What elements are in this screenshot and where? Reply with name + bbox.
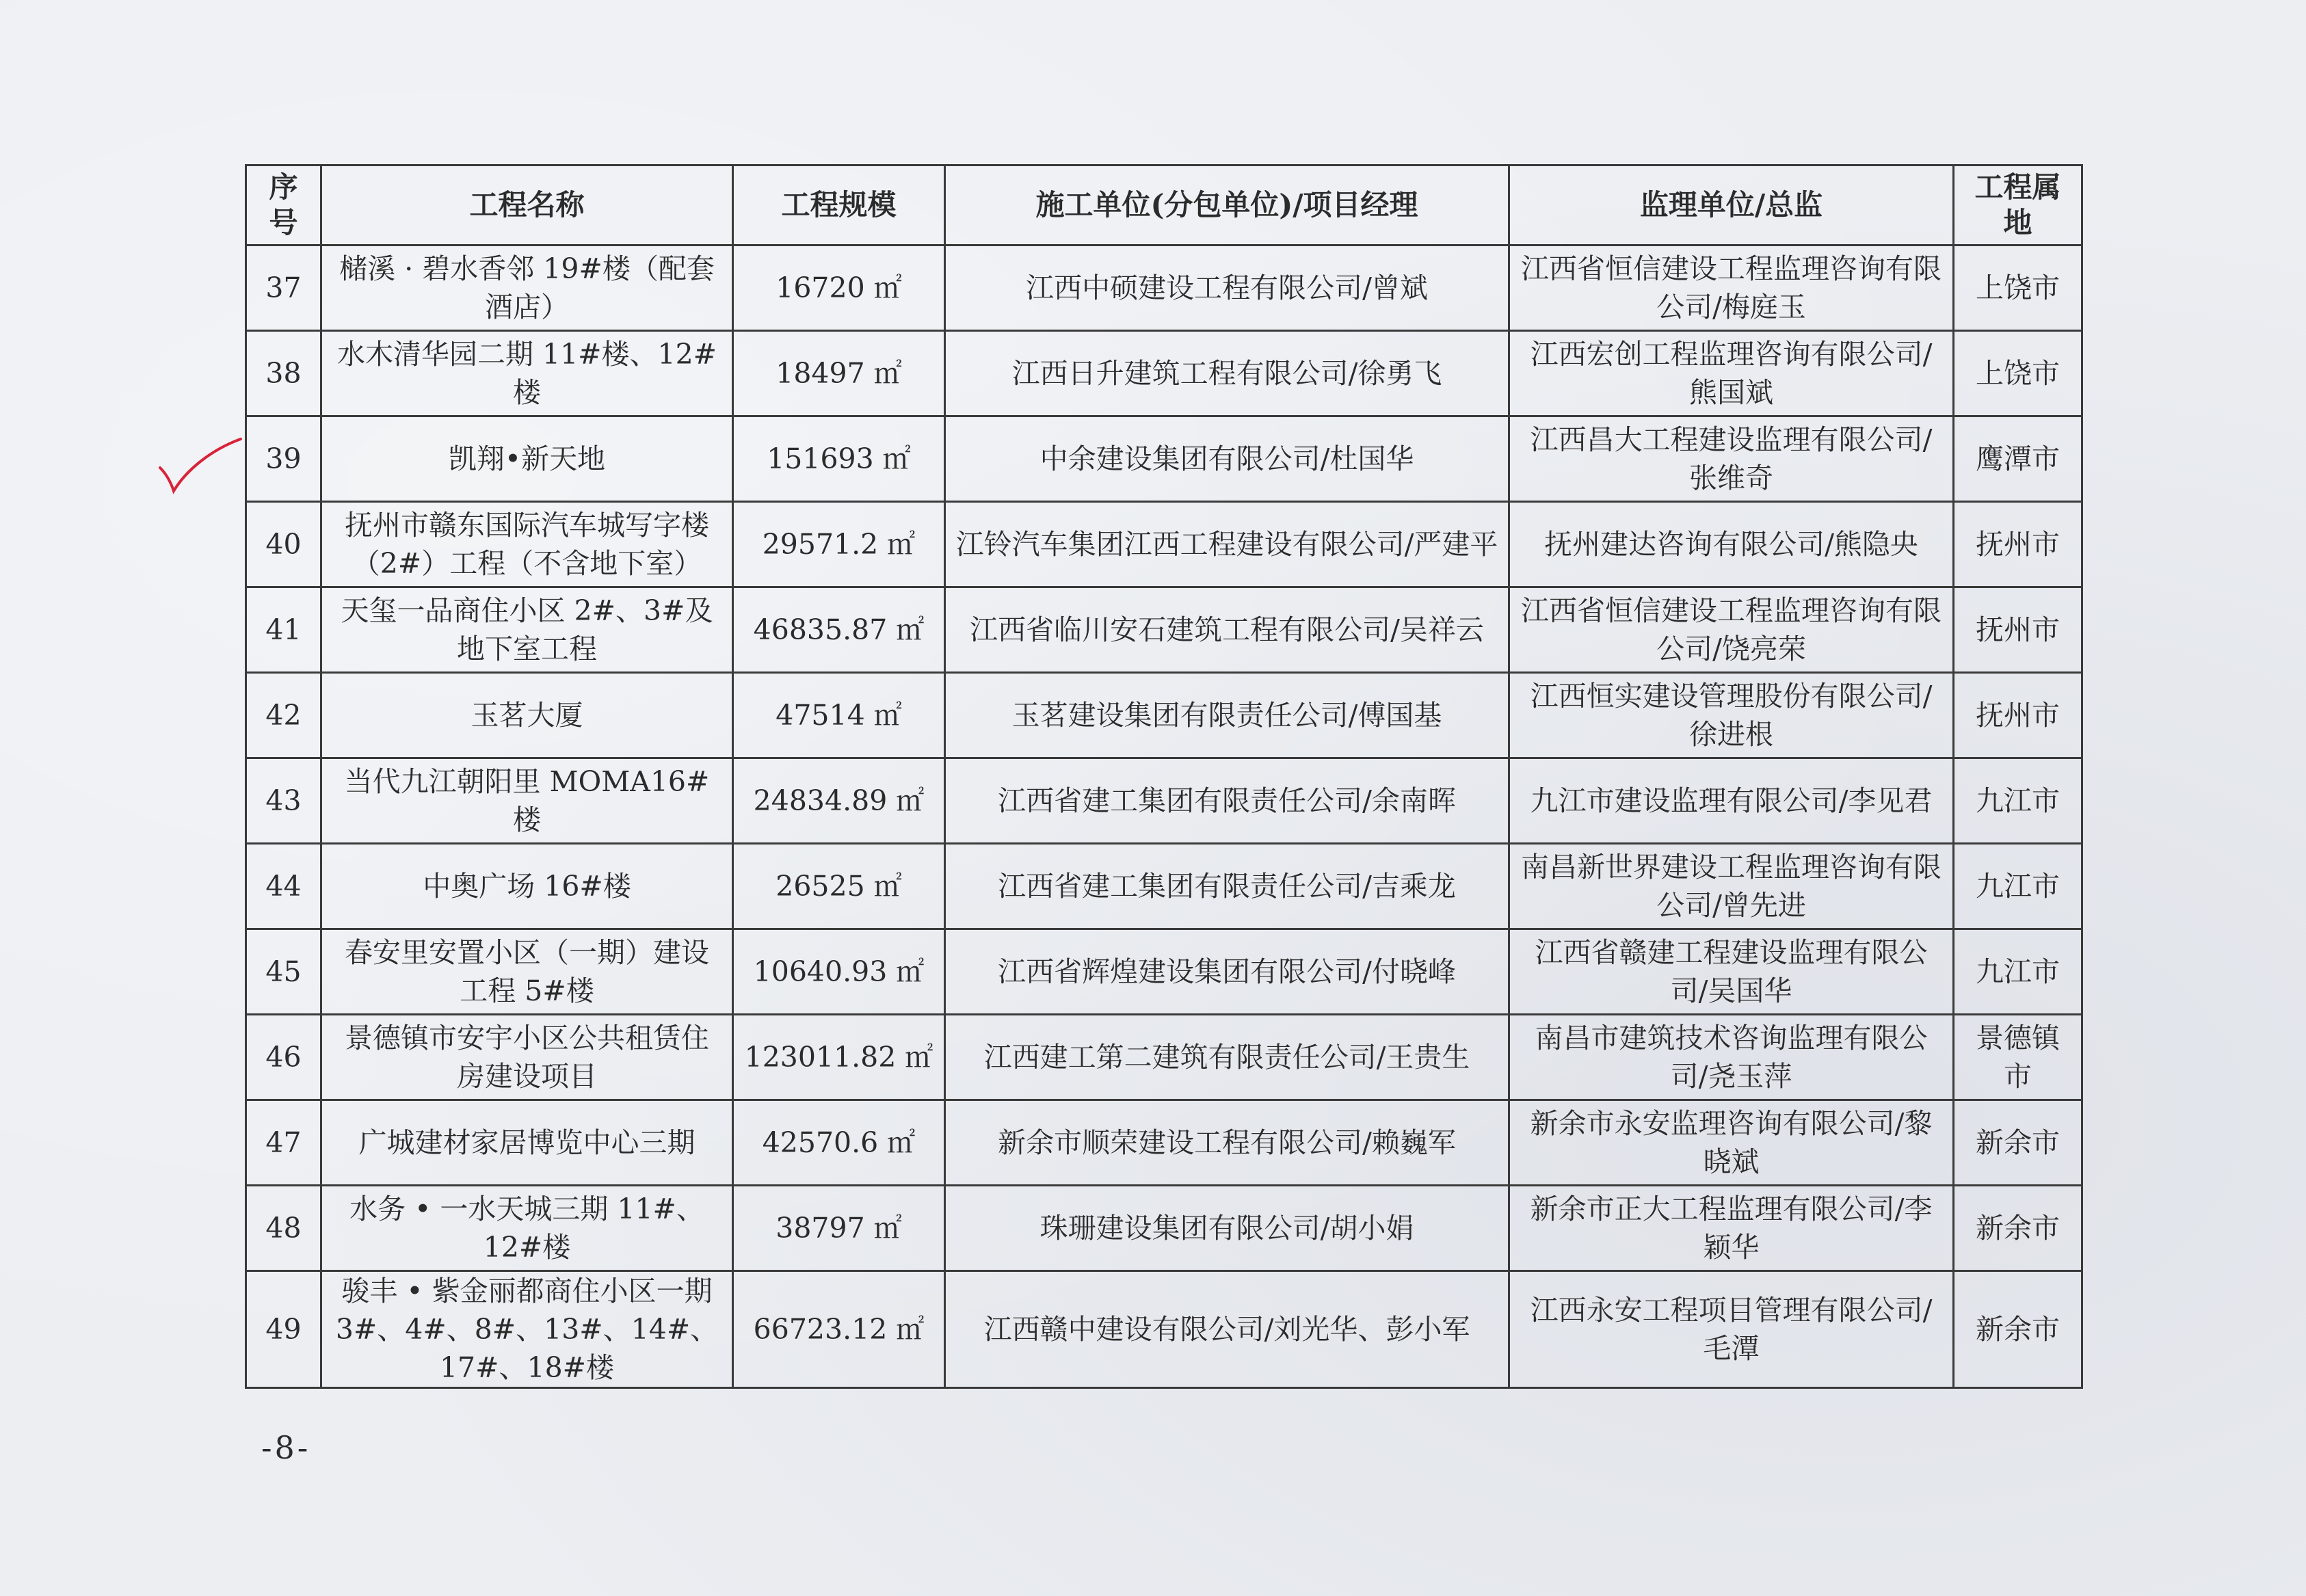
table-row — [246, 844, 2082, 929]
cell-builder: 中余建设集团有限公司/杜国华 — [945, 416, 1509, 502]
table-row — [246, 245, 2082, 331]
cell-project-name: 当代九江朝阳里 MOMA16#楼 — [321, 758, 733, 844]
table-row — [246, 1271, 2082, 1388]
cell-scale: 10640.93 ㎡ — [733, 929, 945, 1015]
cell-supervisor: 江西宏创工程监理咨询有限公司/熊国斌 — [1509, 331, 1954, 416]
cell-builder: 江西中硕建设工程有限公司/曾斌 — [945, 245, 1509, 331]
cell-project-name: 水木清华园二期 11#楼、12#楼 — [321, 331, 733, 416]
table-row — [246, 502, 2082, 587]
cell-builder: 江西日升建筑工程有限公司/徐勇飞 — [945, 331, 1509, 416]
cell-supervisor: 南昌新世界建设工程监理咨询有限公司/曾先进 — [1509, 844, 1954, 929]
cell-location: 九江市 — [1954, 929, 2082, 1015]
table-row — [246, 587, 2082, 673]
cell-seq: 48 — [246, 1186, 321, 1271]
cell-supervisor: 新余市正大工程监理有限公司/李颖华 — [1509, 1186, 1954, 1271]
cell-seq: 44 — [246, 844, 321, 929]
cell-supervisor: 江西恒实建设管理股份有限公司/徐进根 — [1509, 673, 1954, 758]
cell-location: 景德镇市 — [1954, 1015, 2082, 1100]
header-location: 工程属地 — [1954, 165, 2082, 245]
cell-location: 新余市 — [1954, 1100, 2082, 1186]
cell-supervisor: 抚州建达咨询有限公司/熊隐央 — [1509, 502, 1954, 587]
cell-scale: 42570.6 ㎡ — [733, 1100, 945, 1186]
page-number: -8- — [261, 1429, 311, 1466]
cell-project-name: 骏丰 • 紫金丽都商住小区一期 3#、4#、8#、13#、14#、17#、18#楼 — [321, 1271, 733, 1388]
cell-seq: 39 — [246, 416, 321, 502]
cell-seq: 49 — [246, 1271, 321, 1388]
cell-scale: 47514 ㎡ — [733, 673, 945, 758]
cell-builder: 玉茗建设集团有限责任公司/傅国基 — [945, 673, 1509, 758]
cell-location: 上饶市 — [1954, 331, 2082, 416]
table-row — [246, 929, 2082, 1015]
header-scale: 工程规模 — [733, 165, 945, 245]
cell-builder: 江西赣中建设有限公司/刘光华、彭小军 — [945, 1271, 1509, 1388]
cell-scale: 29571.2 ㎡ — [733, 502, 945, 587]
cell-location: 九江市 — [1954, 758, 2082, 844]
cell-location: 新余市 — [1954, 1271, 2082, 1388]
cell-scale: 24834.89 ㎡ — [733, 758, 945, 844]
cell-supervisor: 江西省恒信建设工程监理咨询有限公司/梅庭玉 — [1509, 245, 1954, 331]
cell-builder: 江西省建工集团有限责任公司/余南晖 — [945, 758, 1509, 844]
cell-project-name: 凯翔•新天地 — [321, 416, 733, 502]
cell-location: 新余市 — [1954, 1186, 2082, 1271]
cell-scale: 66723.12 ㎡ — [733, 1271, 945, 1388]
table-row — [246, 673, 2082, 758]
cell-location: 上饶市 — [1954, 245, 2082, 331]
cell-project-name: 抚州市赣东国际汽车城写字楼（2#）工程（不含地下室） — [321, 502, 733, 587]
cell-scale: 16720 ㎡ — [733, 245, 945, 331]
cell-supervisor: 江西永安工程项目管理有限公司/毛潭 — [1509, 1271, 1954, 1388]
cell-builder: 江西省建工集团有限责任公司/吉乘龙 — [945, 844, 1509, 929]
cell-scale: 38797 ㎡ — [733, 1186, 945, 1271]
cell-scale: 123011.82 ㎡ — [733, 1015, 945, 1100]
cell-supervisor: 江西省赣建工程建设监理有限公司/吴国华 — [1509, 929, 1954, 1015]
cell-builder: 新余市顺荣建设工程有限公司/赖巍军 — [945, 1100, 1509, 1186]
cell-supervisor: 九江市建设监理有限公司/李见君 — [1509, 758, 1954, 844]
table-row — [246, 1015, 2082, 1100]
cell-seq: 37 — [246, 245, 321, 331]
cell-seq: 47 — [246, 1100, 321, 1186]
cell-builder: 江西省临川安石建筑工程有限公司/吴祥云 — [945, 587, 1509, 673]
table-row — [246, 758, 2082, 844]
project-table — [245, 164, 2083, 1389]
header-project-name: 工程名称 — [321, 165, 733, 245]
header-builder: 施工单位(分包单位)/项目经理 — [945, 165, 1509, 245]
cell-supervisor: 南昌市建筑技术咨询监理有限公司/尧玉萍 — [1509, 1015, 1954, 1100]
cell-builder: 珠珊建设集团有限公司/胡小娟 — [945, 1186, 1509, 1271]
cell-location: 鹰潭市 — [1954, 416, 2082, 502]
cell-scale: 46835.87 ㎡ — [733, 587, 945, 673]
cell-project-name: 天玺一品商住小区 2#、3#及地下室工程 — [321, 587, 733, 673]
table-row — [246, 416, 2082, 502]
cell-seq: 38 — [246, 331, 321, 416]
table-row — [246, 1186, 2082, 1271]
table-row — [246, 331, 2082, 416]
cell-builder: 江铃汽车集团江西工程建设有限公司/严建平 — [945, 502, 1509, 587]
cell-scale: 18497 ㎡ — [733, 331, 945, 416]
cell-scale: 26525 ㎡ — [733, 844, 945, 929]
cell-supervisor: 江西昌大工程建设监理有限公司/张维奇 — [1509, 416, 1954, 502]
cell-project-name: 景德镇市安宇小区公共租赁住房建设项目 — [321, 1015, 733, 1100]
table-header-row — [246, 165, 2082, 245]
cell-project-name: 中奥广场 16#楼 — [321, 844, 733, 929]
header-seq: 序号 — [246, 165, 321, 245]
cell-seq: 41 — [246, 587, 321, 673]
cell-builder: 江西建工第二建筑有限责任公司/王贵生 — [945, 1015, 1509, 1100]
cell-location: 抚州市 — [1954, 502, 2082, 587]
table-row — [246, 1100, 2082, 1186]
cell-seq: 40 — [246, 502, 321, 587]
red-checkmark-icon — [156, 435, 245, 503]
cell-scale: 151693 ㎡ — [733, 416, 945, 502]
cell-seq: 46 — [246, 1015, 321, 1100]
cell-supervisor: 江西省恒信建设工程监理咨询有限公司/饶亮荣 — [1509, 587, 1954, 673]
header-supervisor: 监理单位/总监 — [1509, 165, 1954, 245]
cell-location: 抚州市 — [1954, 673, 2082, 758]
cell-project-name: 春安里安置小区（一期）建设工程 5#楼 — [321, 929, 733, 1015]
cell-builder: 江西省辉煌建设集团有限公司/付晓峰 — [945, 929, 1509, 1015]
cell-seq: 43 — [246, 758, 321, 844]
cell-project-name: 玉茗大厦 — [321, 673, 733, 758]
cell-seq: 42 — [246, 673, 321, 758]
cell-project-name: 槠溪 · 碧水香邻 19#楼（配套酒店） — [321, 245, 733, 331]
cell-location: 九江市 — [1954, 844, 2082, 929]
cell-supervisor: 新余市永安监理咨询有限公司/黎晓斌 — [1509, 1100, 1954, 1186]
cell-seq: 45 — [246, 929, 321, 1015]
cell-project-name: 广城建材家居博览中心三期 — [321, 1100, 733, 1186]
cell-project-name: 水务 • 一水天城三期 11#、12#楼 — [321, 1186, 733, 1271]
cell-location: 抚州市 — [1954, 587, 2082, 673]
